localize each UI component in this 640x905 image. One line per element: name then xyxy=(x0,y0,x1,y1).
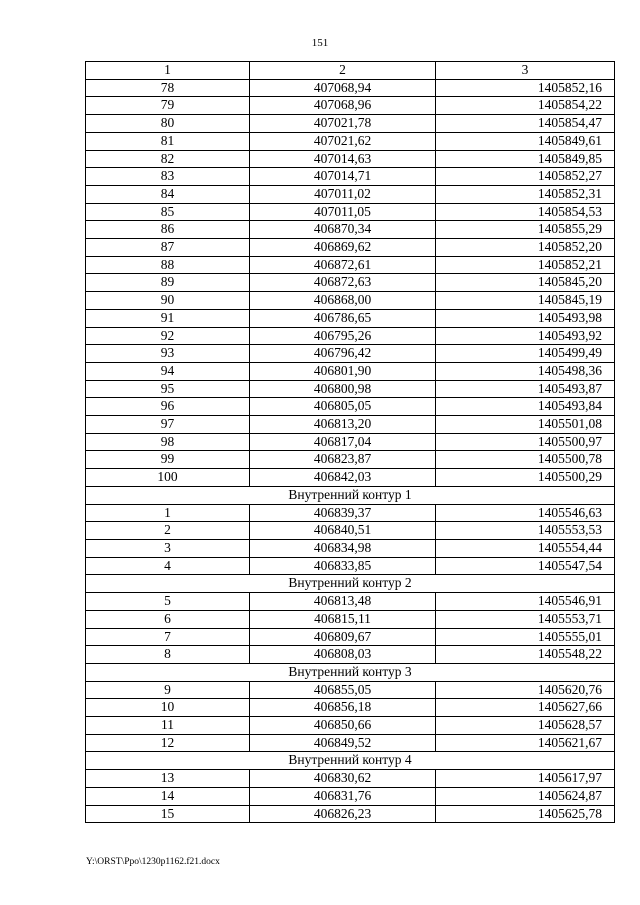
cell-x-coordinate: 406869,62 xyxy=(250,239,436,257)
table-header xyxy=(86,62,615,80)
footer-file-path: Y:\ORST\Ppo\1230p1162.f21.docx xyxy=(86,857,220,867)
cell-y-coordinate: 1405548,22 xyxy=(436,646,615,664)
cell-x-coordinate: 406855,05 xyxy=(250,681,436,699)
section-row xyxy=(86,486,615,504)
table-row xyxy=(86,185,615,203)
cell-y-coordinate: 1405554,44 xyxy=(436,539,615,557)
cell-point-number: 92 xyxy=(86,327,250,345)
cell-y-coordinate: 1405500,29 xyxy=(436,469,615,487)
cell-y-coordinate: 1405553,53 xyxy=(436,522,615,540)
cell-y-coordinate: 1405620,76 xyxy=(436,681,615,699)
cell-x-coordinate: 406817,04 xyxy=(250,433,436,451)
cell-y-coordinate: 1405854,22 xyxy=(436,97,615,115)
cell-point-number: 93 xyxy=(86,345,250,363)
cell-point-number: 7 xyxy=(86,628,250,646)
table-row xyxy=(86,787,615,805)
cell-point-number: 8 xyxy=(86,646,250,664)
coordinates-table xyxy=(85,61,615,823)
cell-x-coordinate: 406870,34 xyxy=(250,221,436,239)
table-row xyxy=(86,416,615,434)
table-row xyxy=(86,610,615,628)
cell-x-coordinate: 406786,65 xyxy=(250,309,436,327)
cell-y-coordinate: 1405845,20 xyxy=(436,274,615,292)
table-row xyxy=(86,221,615,239)
cell-y-coordinate: 1405852,16 xyxy=(436,79,615,97)
cell-x-coordinate: 406872,61 xyxy=(250,256,436,274)
cell-y-coordinate: 1405546,63 xyxy=(436,504,615,522)
table-row xyxy=(86,593,615,611)
cell-point-number: 89 xyxy=(86,274,250,292)
cell-y-coordinate: 1405845,19 xyxy=(436,292,615,310)
table-row xyxy=(86,504,615,522)
cell-x-coordinate: 407068,94 xyxy=(250,79,436,97)
table-row xyxy=(86,681,615,699)
cell-y-coordinate: 1405849,61 xyxy=(436,132,615,150)
cell-y-coordinate: 1405547,54 xyxy=(436,557,615,575)
section-heading: Внутренний контур 1 xyxy=(86,486,615,504)
cell-point-number: 12 xyxy=(86,734,250,752)
cell-x-coordinate: 407011,05 xyxy=(250,203,436,221)
table-row xyxy=(86,717,615,735)
cell-x-coordinate: 406831,76 xyxy=(250,787,436,805)
cell-point-number: 87 xyxy=(86,239,250,257)
cell-y-coordinate: 1405493,84 xyxy=(436,398,615,416)
cell-y-coordinate: 1405628,57 xyxy=(436,717,615,735)
cell-x-coordinate: 406839,37 xyxy=(250,504,436,522)
cell-y-coordinate: 1405855,29 xyxy=(436,221,615,239)
table-row xyxy=(86,380,615,398)
cell-x-coordinate: 406805,05 xyxy=(250,398,436,416)
table-row xyxy=(86,256,615,274)
cell-y-coordinate: 1405493,98 xyxy=(436,309,615,327)
table-row xyxy=(86,770,615,788)
cell-y-coordinate: 1405553,71 xyxy=(436,610,615,628)
cell-point-number: 85 xyxy=(86,203,250,221)
cell-x-coordinate: 407068,96 xyxy=(250,97,436,115)
cell-point-number: 86 xyxy=(86,221,250,239)
cell-x-coordinate: 406842,03 xyxy=(250,469,436,487)
table-row xyxy=(86,345,615,363)
table-row xyxy=(86,292,615,310)
cell-point-number: 15 xyxy=(86,805,250,823)
cell-y-coordinate: 1405625,78 xyxy=(436,805,615,823)
cell-y-coordinate: 1405546,91 xyxy=(436,593,615,611)
table-row xyxy=(86,628,615,646)
cell-x-coordinate: 406826,23 xyxy=(250,805,436,823)
column-header-number: 1 xyxy=(86,62,250,80)
table-row xyxy=(86,79,615,97)
cell-point-number: 10 xyxy=(86,699,250,717)
table-header-row xyxy=(86,62,615,80)
cell-x-coordinate: 407021,78 xyxy=(250,115,436,133)
cell-point-number: 95 xyxy=(86,380,250,398)
cell-x-coordinate: 406813,48 xyxy=(250,593,436,611)
table-row xyxy=(86,539,615,557)
cell-y-coordinate: 1405852,27 xyxy=(436,168,615,186)
cell-point-number: 91 xyxy=(86,309,250,327)
cell-y-coordinate: 1405852,31 xyxy=(436,185,615,203)
cell-point-number: 13 xyxy=(86,770,250,788)
section-heading: Внутренний контур 3 xyxy=(86,663,615,681)
table-row xyxy=(86,97,615,115)
cell-x-coordinate: 406850,66 xyxy=(250,717,436,735)
table-row xyxy=(86,734,615,752)
table-row xyxy=(86,557,615,575)
cell-y-coordinate: 1405499,49 xyxy=(436,345,615,363)
cell-x-coordinate: 406808,03 xyxy=(250,646,436,664)
cell-x-coordinate: 406815,11 xyxy=(250,610,436,628)
table-row xyxy=(86,362,615,380)
cell-point-number: 82 xyxy=(86,150,250,168)
cell-x-coordinate: 407014,63 xyxy=(250,150,436,168)
cell-point-number: 2 xyxy=(86,522,250,540)
cell-point-number: 88 xyxy=(86,256,250,274)
table-row xyxy=(86,274,615,292)
cell-x-coordinate: 406833,85 xyxy=(250,557,436,575)
cell-x-coordinate: 406809,67 xyxy=(250,628,436,646)
cell-y-coordinate: 1405493,92 xyxy=(436,327,615,345)
table-row xyxy=(86,398,615,416)
table-row xyxy=(86,239,615,257)
cell-point-number: 4 xyxy=(86,557,250,575)
cell-y-coordinate: 1405555,01 xyxy=(436,628,615,646)
cell-point-number: 5 xyxy=(86,593,250,611)
cell-x-coordinate: 407021,62 xyxy=(250,132,436,150)
table-row xyxy=(86,522,615,540)
table-row xyxy=(86,646,615,664)
cell-point-number: 83 xyxy=(86,168,250,186)
cell-y-coordinate: 1405854,53 xyxy=(436,203,615,221)
cell-x-coordinate: 406796,42 xyxy=(250,345,436,363)
table-row xyxy=(86,168,615,186)
section-row xyxy=(86,752,615,770)
cell-x-coordinate: 406830,62 xyxy=(250,770,436,788)
cell-y-coordinate: 1405627,66 xyxy=(436,699,615,717)
cell-point-number: 90 xyxy=(86,292,250,310)
column-header-y: 3 xyxy=(436,62,615,80)
cell-x-coordinate: 406856,18 xyxy=(250,699,436,717)
table-body xyxy=(86,79,615,823)
cell-x-coordinate: 406795,26 xyxy=(250,327,436,345)
section-row xyxy=(86,575,615,593)
cell-x-coordinate: 406823,87 xyxy=(250,451,436,469)
cell-x-coordinate: 406872,63 xyxy=(250,274,436,292)
page-number: 151 xyxy=(311,37,329,49)
section-row xyxy=(86,663,615,681)
cell-point-number: 3 xyxy=(86,539,250,557)
cell-y-coordinate: 1405617,97 xyxy=(436,770,615,788)
cell-x-coordinate: 407011,02 xyxy=(250,185,436,203)
cell-y-coordinate: 1405621,67 xyxy=(436,734,615,752)
cell-y-coordinate: 1405852,20 xyxy=(436,239,615,257)
cell-point-number: 100 xyxy=(86,469,250,487)
cell-y-coordinate: 1405498,36 xyxy=(436,362,615,380)
cell-point-number: 84 xyxy=(86,185,250,203)
cell-point-number: 11 xyxy=(86,717,250,735)
cell-point-number: 98 xyxy=(86,433,250,451)
cell-point-number: 94 xyxy=(86,362,250,380)
table-row xyxy=(86,115,615,133)
cell-x-coordinate: 406834,98 xyxy=(250,539,436,557)
cell-y-coordinate: 1405852,21 xyxy=(436,256,615,274)
cell-point-number: 81 xyxy=(86,132,250,150)
table-row xyxy=(86,150,615,168)
cell-y-coordinate: 1405624,87 xyxy=(436,787,615,805)
cell-x-coordinate: 407014,71 xyxy=(250,168,436,186)
cell-x-coordinate: 406849,52 xyxy=(250,734,436,752)
cell-y-coordinate: 1405849,85 xyxy=(436,150,615,168)
table-row xyxy=(86,469,615,487)
cell-y-coordinate: 1405500,78 xyxy=(436,451,615,469)
cell-x-coordinate: 406800,98 xyxy=(250,380,436,398)
cell-x-coordinate: 406813,20 xyxy=(250,416,436,434)
cell-x-coordinate: 406868,00 xyxy=(250,292,436,310)
table-row xyxy=(86,451,615,469)
cell-point-number: 1 xyxy=(86,504,250,522)
table-row xyxy=(86,805,615,823)
cell-y-coordinate: 1405500,97 xyxy=(436,433,615,451)
column-header-x: 2 xyxy=(250,62,436,80)
cell-point-number: 80 xyxy=(86,115,250,133)
table-row xyxy=(86,327,615,345)
cell-x-coordinate: 406801,90 xyxy=(250,362,436,380)
cell-x-coordinate: 406840,51 xyxy=(250,522,436,540)
cell-y-coordinate: 1405493,87 xyxy=(436,380,615,398)
cell-y-coordinate: 1405501,08 xyxy=(436,416,615,434)
cell-point-number: 6 xyxy=(86,610,250,628)
section-heading: Внутренний контур 2 xyxy=(86,575,615,593)
cell-y-coordinate: 1405854,47 xyxy=(436,115,615,133)
cell-point-number: 79 xyxy=(86,97,250,115)
cell-point-number: 14 xyxy=(86,787,250,805)
table-row xyxy=(86,309,615,327)
cell-point-number: 9 xyxy=(86,681,250,699)
table-row xyxy=(86,699,615,717)
cell-point-number: 78 xyxy=(86,79,250,97)
cell-point-number: 96 xyxy=(86,398,250,416)
cell-point-number: 97 xyxy=(86,416,250,434)
section-heading: Внутренний контур 4 xyxy=(86,752,615,770)
table-row xyxy=(86,203,615,221)
table-row xyxy=(86,132,615,150)
table-row xyxy=(86,433,615,451)
cell-point-number: 99 xyxy=(86,451,250,469)
